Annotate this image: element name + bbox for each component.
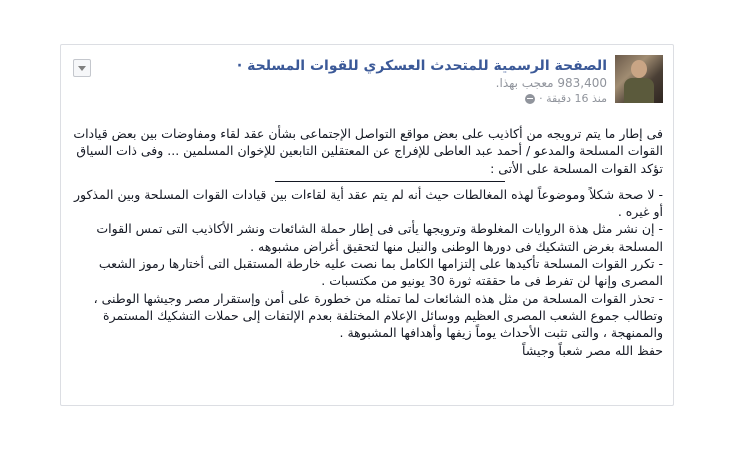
page-name-link[interactable]: الصفحة الرسمية للمتحدث العسكري للقوات المسلحة · [236,58,607,74]
post-point-2: - إن نشر مثل هذة الروايات المغلوطة وترويجها يأتى فى إطار حملة الشائعات ونشر الأكاذيب التى تمس القوات المسلحة بغرض التشكيك فى دورها الوطنى والنيل منها لتحقيق أغراض مشبوهه . [96,221,663,254]
chevron-down-icon [78,66,86,71]
post-header [237,55,663,107]
post-time-row [237,91,607,107]
post-options-button[interactable] [73,59,91,77]
globe-icon[interactable] [525,94,535,104]
divider [275,181,505,182]
post-point-3: - تكرر القوات المسلحة تأكيدها على إلتزامها الكامل بما نصت عليه خارطة المستقبل التى أختارها رموز الشعب المصرى وإنها لن تفرط فى ما حققته ثورة 30 يونيو من مكتسبات . [98,256,663,289]
post-meta [237,55,607,107]
post-point-1: - لا صحة شكلاً وموضوعاً لهذه المغالطات حيث أنه لم يتم عقد أية لقاءات بين قيادات القوات المسلحة وبين المذكور أو غيره . [73,186,663,220]
post-closing: حفظ الله مصر شعباً وجيشاً [522,342,663,358]
post-card [60,44,674,406]
post-point-4: - تحذر القوات المسلحة من مثل هذه الشائعات لما تمثله من خطورة على أمن وإستقرار مصر وجيشها الوطنى ، وتطالب جموع الشعب المصرى العظيم ووسائل الإعلام المختلفة بعدم الإلتفات إلى حملات التشكيك المستمرة والممنهجة ، والتى تثبت الأحداث يوماً زيفها وأهدافها المشبوهة . [93,290,663,341]
post-intro: فى إطار ما يتم ترويجه من أكاذيب على بعض مواقع التواصل الإجتماعى بشأن عقد لقاء ومفاوضات بين بعض قيادات القوات المسلحة والمدعو / أحمد عبد العاطى للإفراج عن المعتقلين التابعين للإخوان المسلمين ... وفى ذات السياق تؤكد القوات المسلحة على الأتى : [73,126,663,176]
post-body [71,125,663,359]
avatar[interactable] [615,55,663,103]
likes-count: 983,400 معجب بهذا. [495,76,607,90]
post-timestamp[interactable]: منذ 16 دقيقة · [539,92,607,105]
